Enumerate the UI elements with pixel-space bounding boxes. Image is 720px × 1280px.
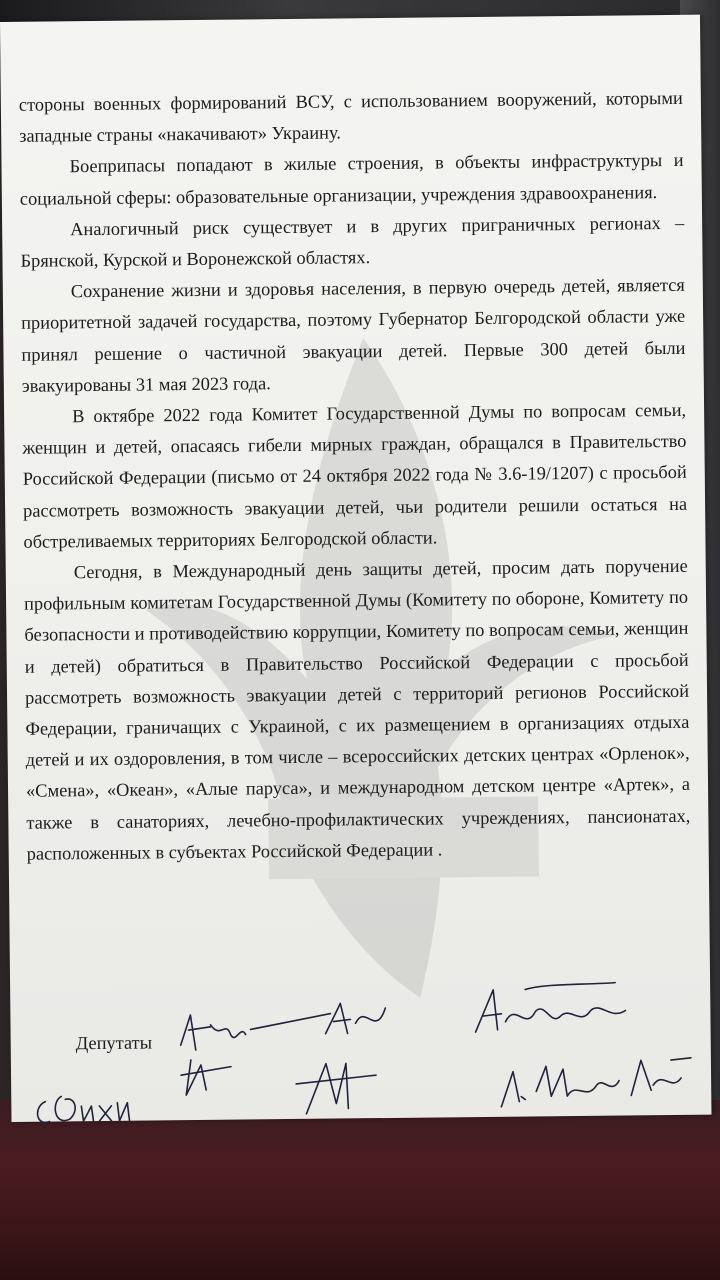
signature-2 (285, 993, 416, 1124)
signature-4 (491, 1050, 702, 1122)
signature-5 (31, 1080, 152, 1141)
paragraph-evacuation-governor: Сохранение жизни и здоровья населения, в первую очередь детей, является приоритетной задачей государства, поэтому Губернатор Белгородской области уже принял решение о частичной эвакуации детей. Первые 300 детей были эвакуированы 31 мая 2023 года. (21, 275, 686, 396)
signature-3 (465, 980, 666, 1052)
paragraph-continuation: стороны военных формирований ВСУ, с использованием вооружений, которыми западные страны «накачивают» Украину. (18, 87, 683, 147)
document-body (19, 83, 691, 870)
paragraph-committee-letter: В октябре 2022 года Комитет Государственной Думы по вопросам семьи, женщин и детей, опасаясь гибели мирных граждан, обращался в Правительство Российской Федерации (письмо от 24 октября 2022 года № 3.6-19/1207) с просьбой рассмотреть возможность эвакуации детей, чьи родители решили остаться на обстреливаемых территориях Белгородской области. (22, 399, 688, 552)
deputies-label: Депутаты (75, 1032, 153, 1054)
paragraph-request: Сегодня, в Международный день защиты детей, просим дать поручение профильным комитетам Государственной Думы (Комитету по обороне, Комитету по безопасности и противодействию коррупции, Комитету по вопросам семьи, женщин и детей) обратиться в Правительство Российской Федерации с просьбой рассмотреть возможность эвакуации детей с территорий регионов Российской Федерации, граничащих с Украиной, с их размещением в организациях отдыха детей и их оздоровления, в том числе – всероссийских детских центрах «Орленок», «Смена», «Океан», «Алые паруса», и международном детском центре «Артек», а также в санаториях, лечебно-профилактических учреждениях, пансионатах, расположенных в субъектах Российской Федерации . (23, 555, 691, 864)
document-page (0, 15, 711, 1122)
paragraph-munitions: Боеприпасы попадают в жилые строения, в объекты инфраструктуры и социальной сферы: образовательные организации, учреждения здравоохранения. (19, 150, 684, 209)
paragraph-risk: Аналогичный риск существует и в других приграничных регионах – Брянской, Курской и Воронежской областях. (20, 212, 685, 271)
